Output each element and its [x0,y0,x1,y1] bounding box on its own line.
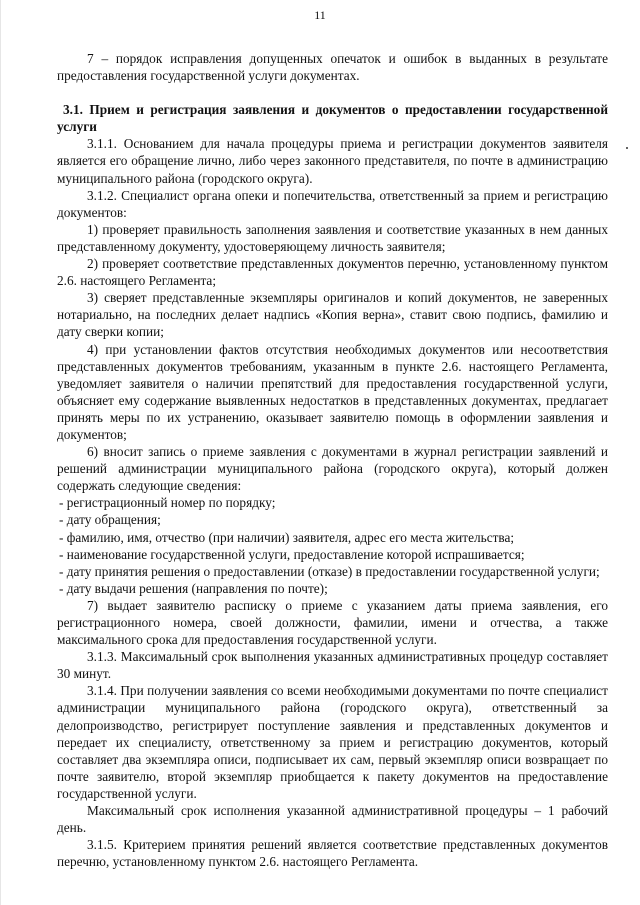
list-item: - дату обращения; [59,512,161,528]
paragraph: Максимальный срок исполнения указанной административной процедуры – 1 рабочий день. [57,803,608,836]
list-item: - регистрационный номер по порядку; [59,495,276,511]
section-heading: 3.1. Прием и регистрация заявления и документов о предоставлении государственной услуги [57,102,608,135]
paragraph: 3.1.2. Специалист органа опеки и попечительства, ответственный за прием и регистрацию документов: [57,187,608,220]
document-body [57,50,608,870]
page-number: 11 [314,8,326,22]
paragraph: 7 – порядок исправления допущенных опечаток и ошибок в выданных в результате предоставления государственной услуги документах. [57,51,608,84]
paragraph: 3.1.1. Основанием для начала процедуры приема и регистрации документов заявителя является его обращение лично, либо через законного представителя, по почте в администрацию муниципального района (городского округа). [57,136,608,186]
list-item: - наименование государственной услуги, предоставление которой испрашивается; [59,546,525,562]
list-item: - дату выдачи решения (направления по почте); [59,580,328,596]
paragraph: 6) вносит запись о приеме заявления с документами в журнал регистрации заявлений и решений администрации муниципального района (городского округа), который должен содержать следующие сведения: [57,444,608,494]
paragraph: 3.1.4. При получении заявления со всеми необходимыми документами по почте специалист администрации муниципального района (городского округа), ответственный за делопроизводство, регистрирует поступление заявления и представленных документов и передает их специалисту, ответственному за прием и регистрацию документов, который составляет два экземпляра описи, подписывает их сам, первый экземпляр описи возвращает по почте заявителю, второй экземпляр приобщается к пакету документов на предоставление государственной услуги. [57,683,608,801]
paragraph: 7) выдает заявителю расписку о приеме с указанием даты приема заявления, его регистрационного номера, своей должности, фамилии, имени и отчества, а также максимального срока для предоставления государственной услуги. [57,597,608,648]
paragraph: 4) при установлении фактов отсутствия необходимых документов или несоответствия представленных документов требованиям, указанным в пункте 2.6. настоящего Регламента, уведомляет заявителя о наличии препятствий для предоставления государственной услуги, объясняет ему содержание выявленных недостатков в представленных документах, предлагает принять меры по их устранению, оказывает заявителю помощь в оформлении заявления и документов; [57,341,608,442]
scan-speck [626,147,628,149]
paragraph: 1) проверяет правильность заполнения заявления и соответствие указанных в нем данных представленному документу, удостоверяющему личность заявителя; [57,221,608,254]
paragraph: 2) проверяет соответствие представленных документов перечню, установленному пунктом 2.6. настоящего Регламента; [57,256,608,289]
list-item: - фамилию, имя, отчество (при наличии) заявителя, адрес его места жительства; [59,529,515,545]
list-item: - дату принятия решения о предоставлении (отказе) в предоставлении государственной услуги; [59,563,600,579]
scan-edge [0,0,1,905]
paragraph: 3.1.3. Максимальный срок выполнения указанных административных процедур составляет 30 минут. [57,649,608,682]
paragraph: 3.1.5. Критерием принятия решений является соответствие представленных документов перечню, установленному пунктом 2.6. настоящего Регламента. [57,837,608,870]
paragraph: 3) сверяет представленные экземпляры оригиналов и копий документов, не заверенных нотариально, на последних делает надпись «Копия верна», ставит свою подпись, фамилию и дату сверки копии; [57,290,608,340]
